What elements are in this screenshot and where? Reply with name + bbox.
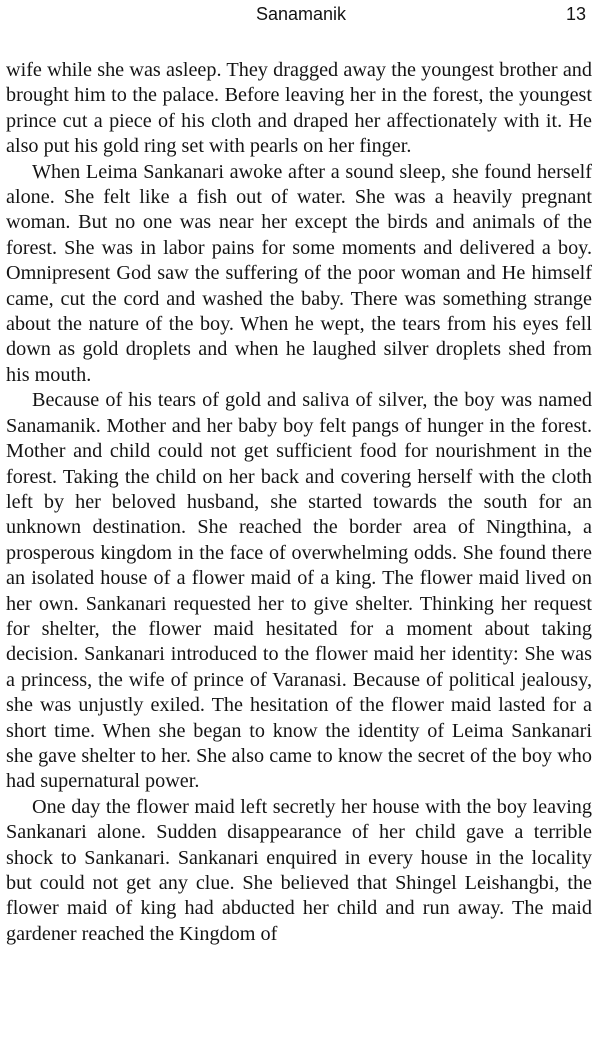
running-header bbox=[6, 0, 596, 28]
paragraph: Because of his tears of gold and saliva of silver, the boy was named Sanamanik. Mother and her baby boy felt pangs of hunger in the forest. Mother and child could not get sufficient food for nourishment in the forest. Taking the child on her back and covering herself with the cloth left by her beloved husband, she started towards the south for an unknown destination. She reached the border area of Ningthina, a prosperous kingdom in the face of overwhelming odds. She found there an isolated house of a flower maid of a king. The flower maid lived on her own. Sankanari requested her to give shelter. Thinking her request for shelter, the flower maid hesitated for a moment about taking decision. Sankanari introduced to the flower maid her identity: She was a princess, the wife of prince of Varanasi. Because of political jealousy, she was unjustly exiled. The hesitation of the flower maid lasted for a short time. When she began to know the identity of Leima Sankanari she gave shelter to her. She also came to know the secret of the boy who had supernatural power. bbox=[6, 389, 592, 793]
body-text bbox=[6, 58, 592, 947]
paragraph: When Leima Sankanari awoke after a sound sleep, she found herself alone. She felt like a fish out of water. She was a heavily pregnant woman. But no one was near her except the birds and animals of the forest. She was in labor pains for some moments and delivered a boy. Omnipresent God saw the suffering of the poor woman and He himself came, cut the cord and washed the baby. There was something strange about the nature of the boy. When he wept, the tears from his eyes fell down as gold droplets and when he laughed silver droplets shed from his mouth. bbox=[6, 160, 592, 386]
running-title: Sanamanik bbox=[255, 4, 347, 24]
paragraph: One day the flower maid left secretly her house with the boy leaving Sankanari alone. Sudden disappearance of her child gave a terrible shock to Sankanari. Sankanari enquired in every house in the locality but could not get any clue. She believed that Shingel Leishangbi, the flower maid of king had abducted her child and run away. The maid gardener reached the Kingdom of bbox=[6, 795, 592, 945]
page-number: 13 bbox=[565, 4, 586, 24]
paragraph-continued: wife while she was asleep. They dragged away the youngest brother and brought him to the palace. Before leaving her in the forest, the youngest prince cut a piece of his cloth and draped her affectionately with it. He also put his gold ring set with pearls on her finger. bbox=[6, 59, 592, 158]
